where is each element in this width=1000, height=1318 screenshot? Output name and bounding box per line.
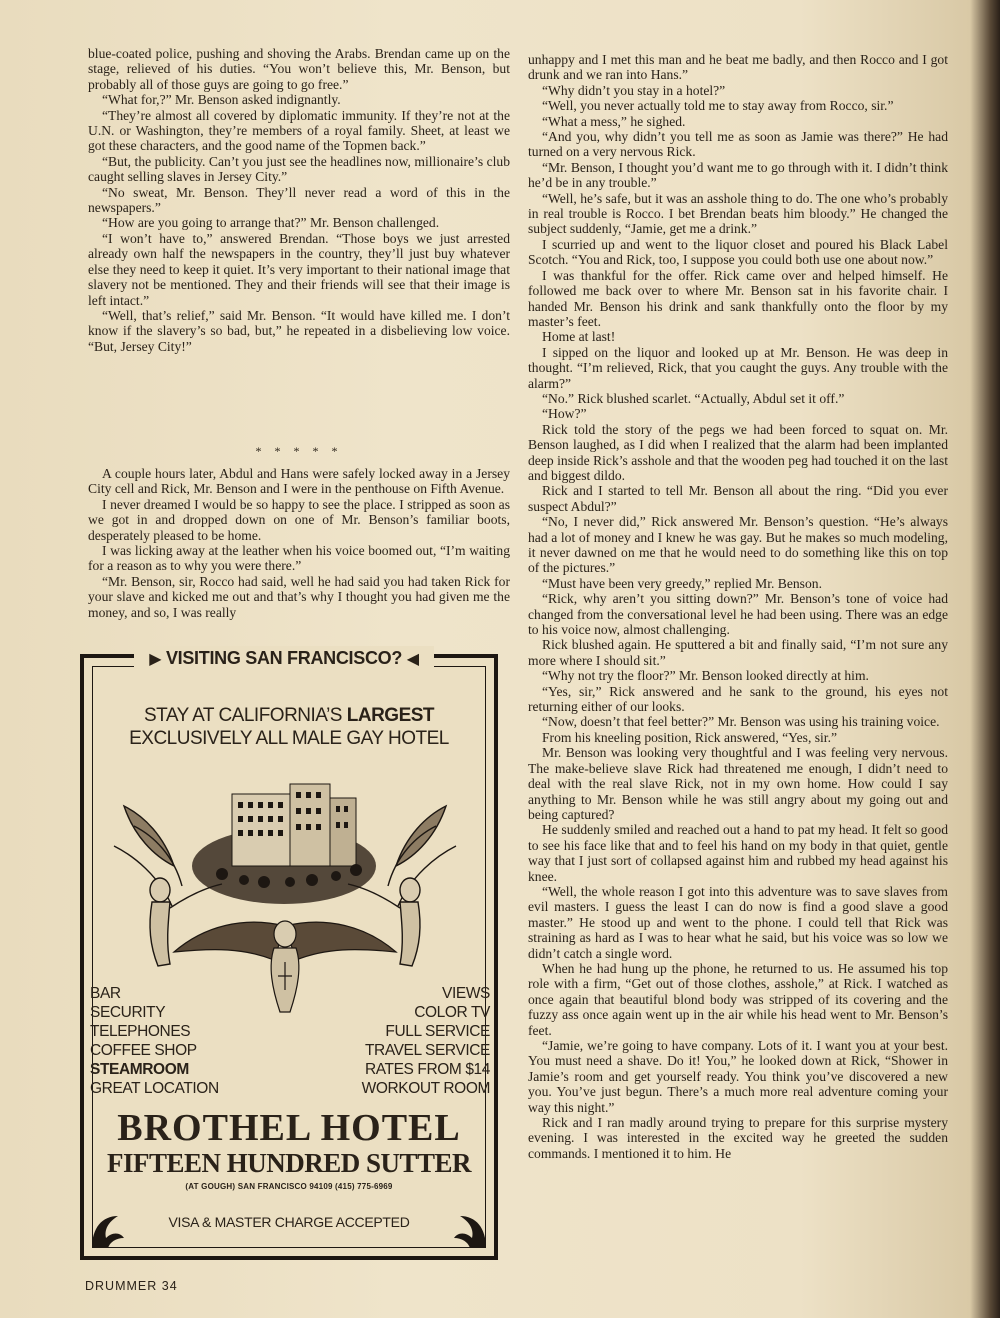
paragraph: “Rick, why aren’t you sitting down?” Mr. Benson’s tone of voice had changed from the conversational level he had been using. There was an edge to his voice now, almost challenging. [528,591,948,638]
paragraph: From his kneeling position, Rick answered, “Yes, sir.” [542,729,838,745]
paragraph: “Why not try the floor?” Mr. Benson looked directly at him. [542,668,869,684]
hotel-address-small: (AT GOUGH) SAN FRANCISCO 94109 (415) 775-6969 [185,1182,393,1191]
paragraph: Rick and I started to tell Mr. Benson all about the ring. “Did you ever suspect Abdul?” [528,483,948,514]
paragraph: He suddenly smiled and reached out a hand to pat my head. It felt so good to see his face like that and to feel his hand on my body in that quiet, gentle way that I just sort of collapsed against him and rubbed my head against his knee. [528,822,948,884]
paragraph: “Mr. Benson, I thought you’d want me to go through with it. I didn’t think he’d be in any trouble.” [528,159,948,191]
paragraph: blue-coated police, pushing and shoving the Arabs. Brendan came up on the stage, relieved of his duties. “You won’t believe this, Mr. Benson, but probably all of those guys are going to go free.” [88,46,510,92]
page-footer: DRUMMER 34 [85,1279,178,1293]
ad-banner-text: VISITING SAN FRANCISCO? [165,648,403,668]
paragraph: I was licking away at the leather when his voice boomed out, “I’m waiting for a reason as to why you were there.” [88,543,510,574]
paragraph: “Why didn’t you stay in a hotel?” [542,82,726,98]
arrow-left-icon: ▶ [149,651,162,668]
amenity-item: FULL SERVICE [385,1023,490,1040]
amenity-item: SECURITY [90,1004,166,1021]
amenity-item: COFFEE SHOP [90,1042,197,1059]
paragraph: “Yes, sir,” Rick answered and he sank to the ground, his eyes not returning either of our looks. [528,683,948,715]
amenities-left-list [90,984,219,1098]
amenity-item: COLOR TV [414,1004,490,1021]
paragraph: Home at last! [542,329,616,345]
amenity-item: VIEWS [442,985,490,1002]
paragraph: When he had hung up the phone, he returned to us. He assumed his top role with a firm, “Get out of those clothes, asshole,” at Rick. I watched as once again that beautiful blond body was stripped of its covering and the fuzzy ass once again went up in the air while his head went to Mr. Benson’s feet. [528,960,948,1038]
ad-tagline [84,704,494,750]
amenity-item: STEAMROOM [90,1061,189,1078]
paragraph: “Well, the whole reason I got into this adventure was to save slaves from evil masters. I guess the least I can do now is find a good slave a good master.” He stood up and went to the phone. I could tell that Rick was straining as hard as I was to hear what he said, but his voice was so low we didn’t catch a single word. [528,883,948,961]
paragraph: Rick told the story of the pegs we had been forced to squat on. Mr. Benson laughed, as I did when I realized that the alarm had been implanted deep inside Rick’s asshole and that the wooden peg had touched it on the last and biggest dildo. [528,421,948,483]
paragraph: “How are you going to arrange that?” Mr. Benson challenged. [102,215,440,231]
ornament-left-icon [88,1208,132,1252]
paragraph: “Must have been very greedy,” replied Mr. Benson. [542,575,822,591]
paragraph: “No, I never did,” Rick answered Mr. Benson’s question. “He’s always had a lot of money and I knew he was gay. But he makes so much modeling, it never dawned on me that he would need to do something like this on top of the pictures.” [528,514,948,576]
paragraph: unhappy and I met this man and he beat me badly, and then Rocco and I got drunk and we ran into Hans.” [528,52,948,83]
ornament-right-icon [446,1208,490,1252]
hotel-address-big: FIFTEEN HUNDRED SUTTER [106,1148,472,1178]
section-break-stars: * * * * * [255,444,343,458]
paragraph: “But, the publicity. Can’t you just see the headlines now, millionaire’s club caught selling slaves in Jersey City.” [88,153,510,185]
paragraph: “Jamie, we’re going to have company. Lots of it. I want you at your best. You must need a shave. Do it! You,” he looked down at Rick, “Shower in Jamie’s room and get yourself ready. You think you’ve discovered a new you. You’ve just begun. There’s a much more real adventure coming your way this night.” [528,1038,948,1115]
paragraph: “Now, doesn’t that feel better?” Mr. Benson was using his training voice. [542,714,940,730]
paragraph: “And you, why didn’t you tell me as soon as Jamie was there?” He had turned on a very nervous Rick. [528,129,948,160]
paragraph: I never dreamed I would be so happy to see the place. I stripped as soon as we got in and dropped down on one of Mr. Benson’s familiar boots, desperately pleased to be home. [88,496,510,543]
left-column-bottom [88,466,510,620]
paragraph: I scurried up and went to the liquor closet and poured his Black Label Scotch. “You and Rick, too, I suppose you could both use one about now.” [528,236,948,268]
paragraph: “No sweat, Mr. Benson. They’ll never read a word of this in the newspapers.” [88,184,510,216]
paragraph: A couple hours later, Abdul and Hans were safely locked away in a Jersey City cell and Rick, Mr. Benson and I were in the penthouse on Fifth Avenue. [88,466,510,497]
hotel-building-icon [192,784,376,904]
amenity-item: BAR [90,985,121,1002]
paragraph: Mr. Benson was looking very thoughtful and I was feeling very nervous. The make-believe slave Rick had threatened me enough, I didn’t need to deal with the real slave Rick, not in my own home. How could I say anything to Mr. Benson while he was still angry about my going out and being captured? [528,745,948,822]
left-column-top [88,46,510,354]
arrow-right-icon: ◀ [406,651,419,668]
amenities-right-list [362,984,490,1098]
right-column [528,52,948,1161]
paragraph: “Well, that’s relief,” said Mr. Benson. “It would have killed me. I don’t know if the slavery’s so bad, but,” he repeated in a disbelieving low voice. “But, Jersey City!” [88,307,510,354]
paragraph: “What a mess,” he sighed. [542,113,686,129]
paragraph: Rick blushed again. He sputtered a bit and finally said, “I’m not sure any more where I should sit.” [528,637,948,668]
amenity-item: WORKOUT ROOM [361,1080,490,1097]
paragraph: I sipped on the liquor and looked up at Mr. Benson. He was deep in thought. “I’m relieved, Rick, that you caught the guys. Any trouble with the alarm?” [528,344,948,391]
paragraph: “They’re almost all covered by diplomatic immunity. If they’re not at the U.N. or Washington, they’re members of a royal family. Sheet, at least we got these characters, and the good name of the Topmen back.” [88,107,510,154]
paragraph: “Well, he’s safe, but it was an asshole thing to do. The one who’s probably in real trouble is Rocco. I bet Brendan beats him bloody.” He changed the subject suddenly, “Jamie, get me a drink.” [528,190,948,237]
hotel-advertisement [80,648,498,1260]
paragraph: “Well, you never actually told me to stay away from Rocco, sir.” [542,98,894,114]
paragraph: “Mr. Benson, sir, Rocco had said, well he had said you had taken Rick for your slave and kicked me out and that’s why I thought you had given me the money, and so, I was really [88,573,510,620]
amenity-item: GREAT LOCATION [90,1080,219,1097]
amenity-item: TRAVEL SERVICE [364,1042,490,1059]
ad-tagline-line2: EXCLUSIVELY ALL MALE GAY HOTEL [129,728,449,749]
paragraph: “No.” Rick blushed scarlet. “Actually, Abdul set it off.” [542,390,845,406]
ad-banner [134,646,434,670]
ad-tagline-bold: LARGEST [346,705,435,726]
paragraph: “What for,?” Mr. Benson asked indignantly. [102,92,341,108]
amenity-item: TELEPHONES [90,1023,191,1040]
hotel-name: BROTHEL HOTEL [117,1107,461,1149]
payment-line: VISA & MASTER CHARGE ACCEPTED [168,1214,410,1230]
paragraph: “I won’t have to,” answered Brendan. “Those boys we just arrested already own half the newspapers in the country, they’ll just buy whatever else they need to keep it quiet. It’s very important to their national image that slavery not be mentioned. They and their friends will see that their image is left intact.” [88,230,510,308]
ad-tagline-pre: STAY AT CALIFORNIA’S [143,705,347,726]
paragraph: Rick and I ran madly around trying to prepare for this surprise mystery evening. I was interested in the excited way he greeted the sudden commands. I mentioned it to him. He [528,1115,948,1161]
amenity-item: RATES FROM $14 [364,1061,490,1078]
paragraph: “How?” [542,406,587,422]
paragraph: I was thankful for the offer. Rick came over and helped himself. He followed me back over to where Mr. Benson sat in his favorite chair. I handed Mr. Benson his drink and sank thankfully onto the floor by my master’s feet. [528,267,948,329]
